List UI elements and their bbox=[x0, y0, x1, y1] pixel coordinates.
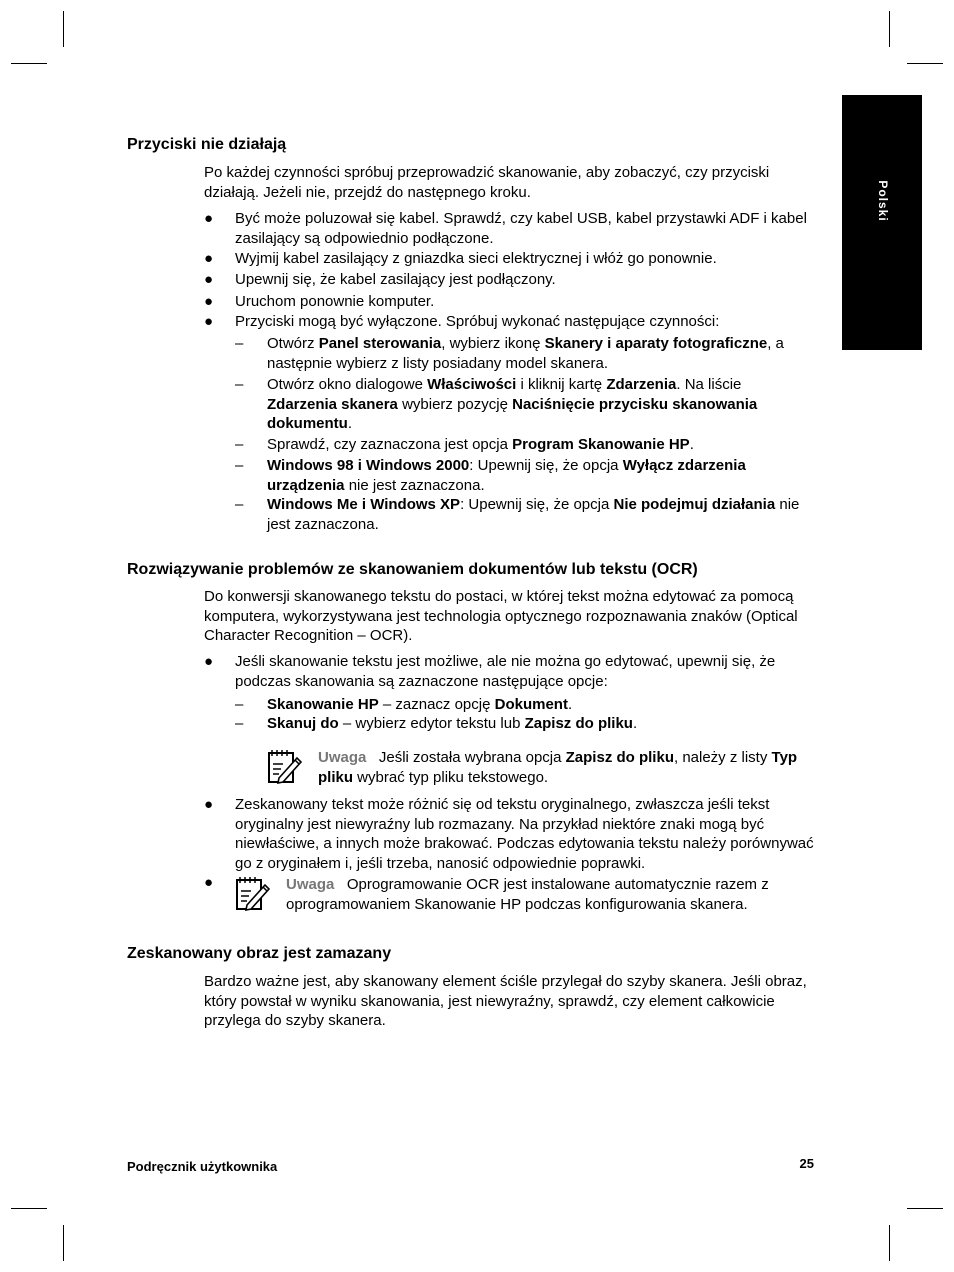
note-pencil-icon bbox=[267, 748, 303, 784]
paragraph: Do konwersji skanowanego tekstu do postaci, w której tekst można edytować za pomocą komputera, wykorzystywana jest technologia optycznego rozpoznawania znaków (Optical Character Recognition – OCR). bbox=[204, 588, 798, 644]
crop-mark bbox=[907, 63, 943, 64]
crop-mark bbox=[907, 1208, 943, 1209]
section-heading-blurry: Zeskanowany obraz jest zamazany bbox=[127, 945, 392, 962]
dash-icon: – bbox=[235, 696, 244, 713]
note-label: Uwaga bbox=[318, 749, 367, 766]
dash-icon: – bbox=[235, 715, 244, 732]
section-heading-ocr: Rozwiązywanie problemów ze skanowaniem dokumentów lub tekstu (OCR) bbox=[127, 561, 698, 578]
bullet-icon: ● bbox=[204, 271, 214, 288]
bullet-icon: ● bbox=[204, 874, 214, 891]
paragraph: Po każdej czynności spróbuj przeprowadzić skanowanie, aby zobaczyć, czy przyciski działają. Jeżeli nie, przejdź do następnego kroku. bbox=[204, 164, 770, 201]
bullet-icon: ● bbox=[204, 210, 214, 227]
language-tab bbox=[842, 95, 922, 350]
bullet-icon: ● bbox=[204, 653, 214, 670]
crop-mark bbox=[11, 63, 47, 64]
bullet-icon: ● bbox=[204, 293, 214, 310]
dash-icon: – bbox=[235, 376, 244, 393]
dash-icon: – bbox=[235, 436, 244, 453]
dash-icon: – bbox=[235, 457, 244, 474]
dash-icon: – bbox=[235, 335, 244, 352]
note-label: Uwaga bbox=[286, 876, 335, 893]
crop-mark bbox=[11, 1208, 47, 1209]
crop-mark bbox=[63, 11, 64, 47]
section-heading-buttons: Przyciski nie działają bbox=[127, 136, 287, 153]
crop-mark bbox=[889, 1225, 890, 1261]
bullet-icon: ● bbox=[204, 250, 214, 267]
paragraph: Bardzo ważne jest, aby skanowany element ściśle przylegał do szyby skanera. Jeśli obraz, który powstał w wyniku skanowania, jest niewyraźny, sprawdź, czy element całkowicie przylega do szyby skanera. bbox=[204, 973, 807, 1029]
bullet-icon: ● bbox=[204, 313, 214, 330]
note-pencil-icon bbox=[235, 875, 271, 911]
page-number: 25 bbox=[799, 1156, 814, 1171]
footer-title: Podręcznik użytkownika bbox=[127, 1159, 278, 1174]
bullet-icon: ● bbox=[204, 796, 214, 813]
crop-mark bbox=[889, 11, 890, 47]
dash-icon: – bbox=[235, 496, 244, 513]
language-tab-label: Polski bbox=[875, 180, 890, 222]
crop-mark bbox=[63, 1225, 64, 1261]
